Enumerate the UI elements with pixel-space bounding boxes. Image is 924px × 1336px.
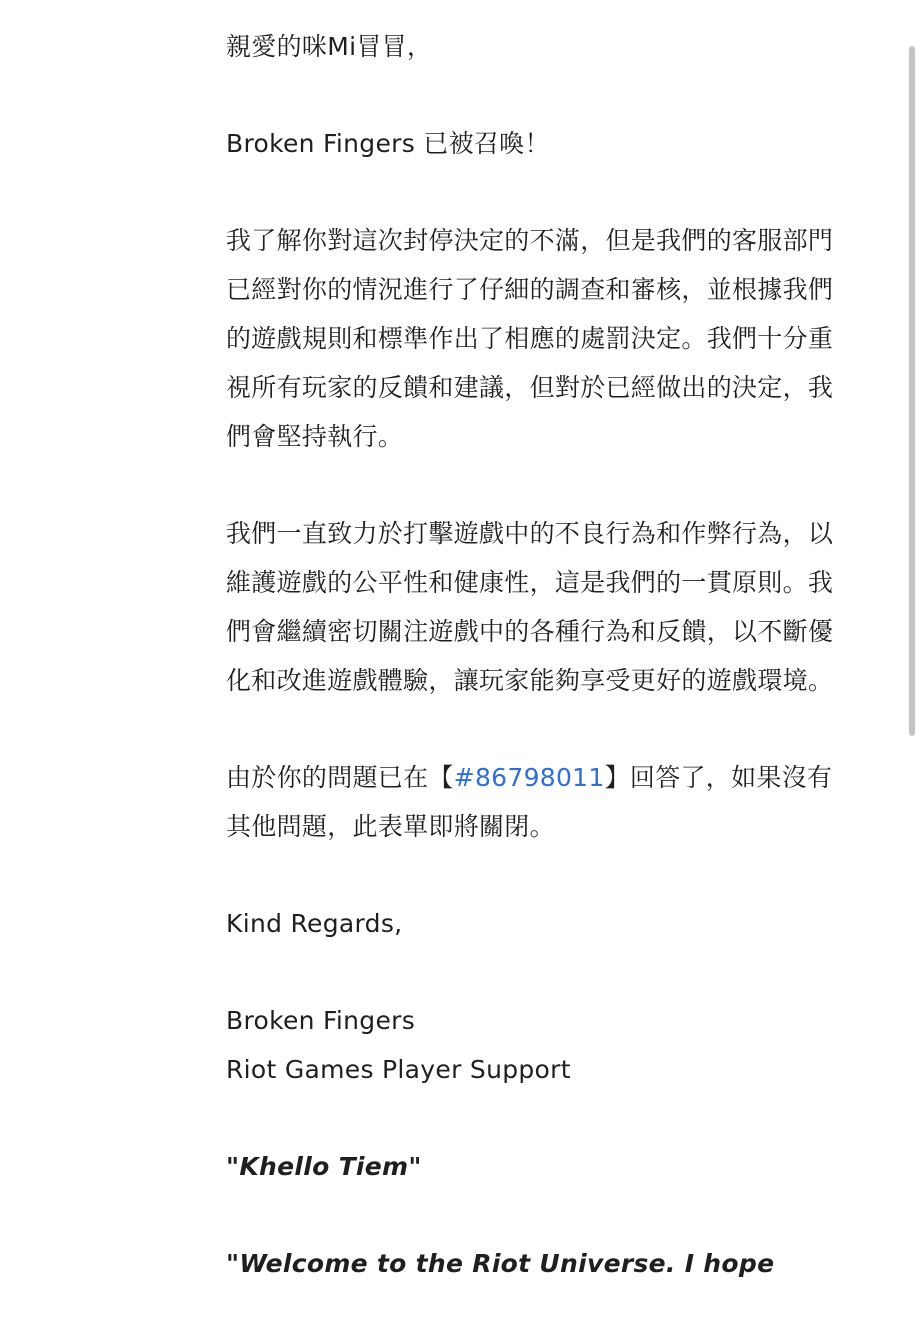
paragraph-ticket — [226, 753, 846, 851]
closing: Kind Regards, — [226, 909, 403, 938]
paragraph-fair-play: 我們一直致力於打擊遊戲中的不良行為和作弊行為，以維護遊戲的公平性和健康性，這是我們的一貫原則。我們會繼續密切關注遊戲中的各種行為和反饋，以不斷優化和改進遊戲體驗，讓玩家能夠享受更好的遊戲環境。 — [226, 519, 834, 695]
quote-welcome: "Welcome to the Riot Universe. I hope — [226, 1249, 775, 1278]
signature-team: Riot Games Player Support — [226, 1055, 571, 1084]
ticket-suffix: 】回答了，如果沒有其他問題，此表單即將關閉。 — [226, 763, 833, 841]
scrollbar[interactable] — [905, 40, 919, 1280]
signature — [226, 996, 846, 1094]
email-body — [226, 22, 846, 1336]
scrollbar-thumb[interactable] — [909, 46, 915, 736]
ticket-prefix: 由於你的問題已在【 — [226, 763, 454, 792]
greeting: 親愛的咪Mi冒冒， — [226, 32, 433, 61]
paragraph-ban-decision: 我了解你對這次封停決定的不滿，但是我們的客服部門已經對你的情況進行了仔細的調查和審核，並根據我們的遊戲規則和標準作出了相應的處罰決定。我們十分重視所有玩家的反饋和建議，但對於已經做出的決定，我們會堅持執行。 — [226, 226, 834, 451]
quote-khello: "Khello Tiem" — [226, 1152, 422, 1181]
signature-name: Broken Fingers — [226, 1006, 416, 1035]
ticket-link[interactable]: #86798011 — [453, 763, 605, 792]
summoned-line: Broken Fingers 已被召喚！ — [226, 129, 550, 158]
